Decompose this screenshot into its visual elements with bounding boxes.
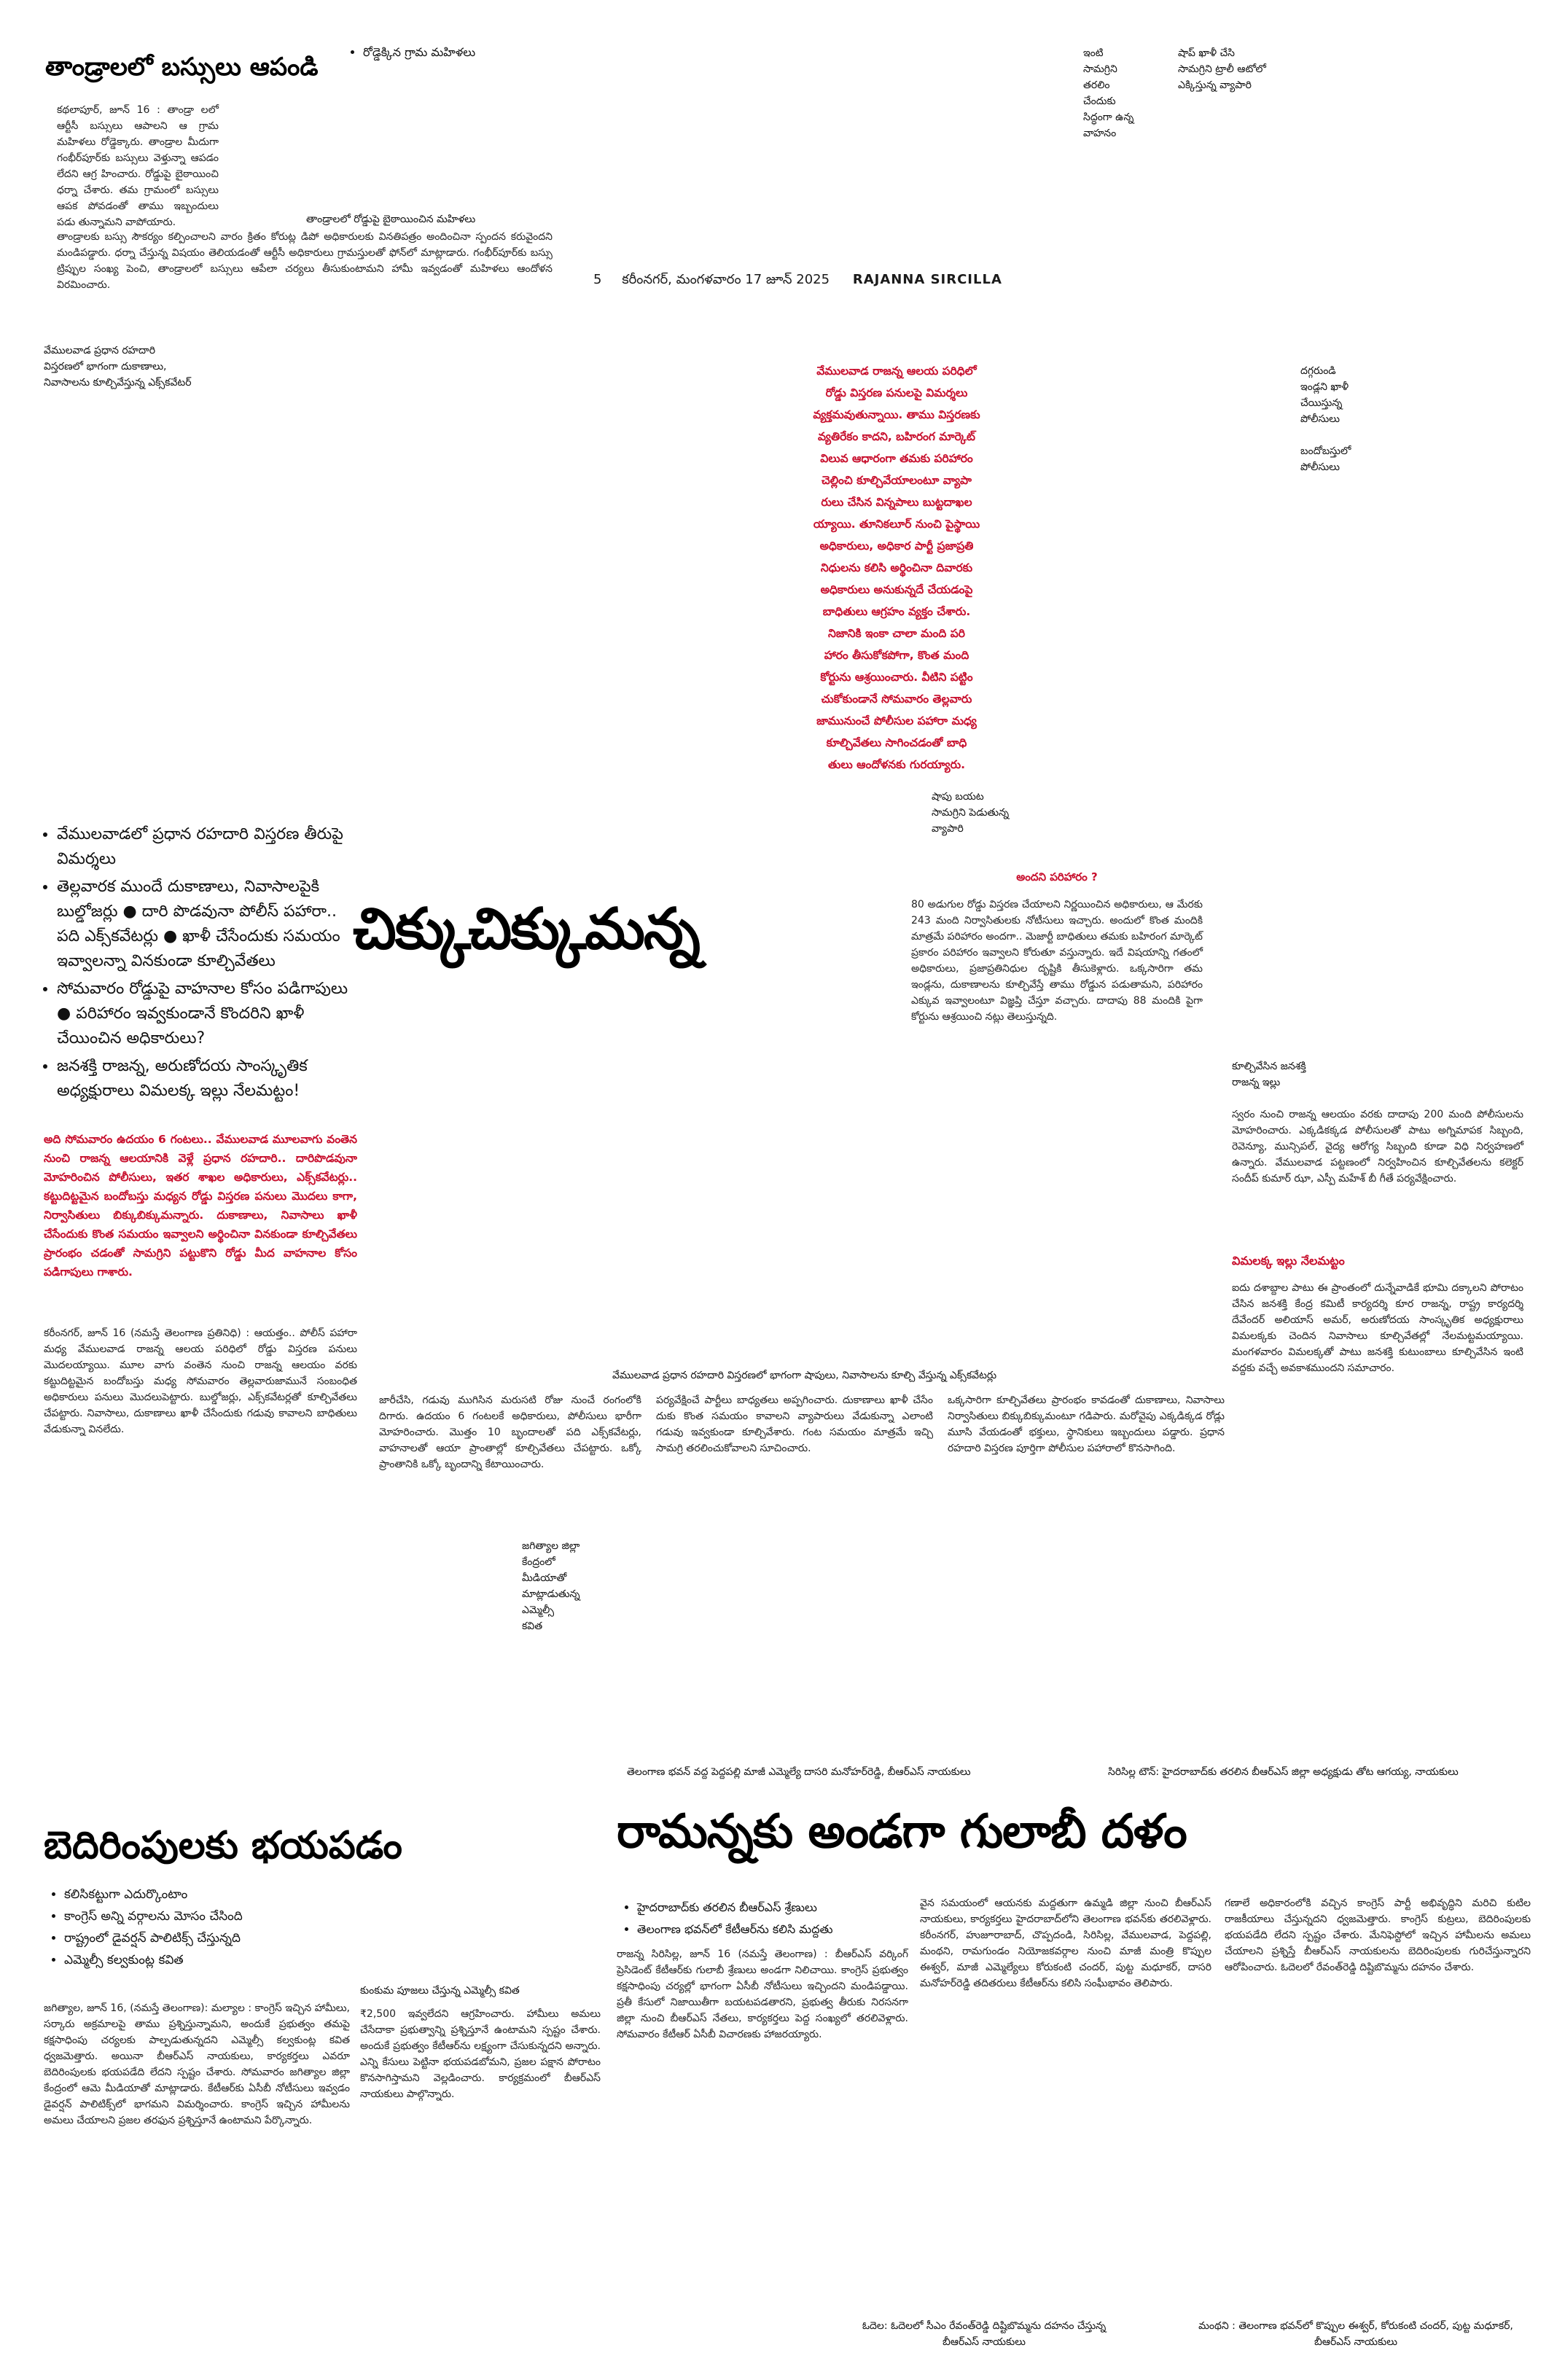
main-bullet-3: • సోమవారం రోడ్డుపై వాహనాల కోసం పడిగాపులు ● పరిహారం ఇవ్వకుండానే కొందరిని ఖాళీ చేయించిన అధికారులు? (57, 977, 350, 1051)
excavators-photo (364, 1079, 1210, 1363)
page-number: 5 (593, 272, 602, 287)
compensation-head: అందని పరిహారం ? (1016, 870, 1098, 883)
police-photo (1021, 313, 1268, 751)
ramanna-col-2: వైన సమయంలో ఆయనకు మద్దతుగా ఉమ్మడి జిల్లా నుంచి బీఆర్‌ఎస్ నాయకులు, కార్యకర్తలు హైదరాబాద్‌లోని తెలంగాణ భవన్‌కు తరలివెళ్లారు. కరీంనగర్, హుజూరాబాద్, చొప్పదండి, సిరిసిల్ల, వేములవాడ, పెద్దపల్లి, మంథని, రామగుండం నియోజకవర్గాల నుంచి మాజీ మంత్రి కొప్పుల ఈశ్వర్, మాజీ ఎమ్మెల్యేలు కోరుకంటి చందర్, పుట్ట మధూకర్, దాసరి మనోహర్‌రెడ్డి తదితరులు కేటీఆర్‌ను కలిసి సంఘీభావం తెలిపారు. (920, 1897, 1211, 1989)
vimalakka-head: విమలక్క ఇల్లు నేలమట్టం (1232, 1254, 1345, 1268)
manthani-caption: మంథని : తెలంగాణ భవన్‌లో కొప్పుల ఈశ్వర్, కోరుకంటి చందర్, పుట్ట మధూకర్, బీఆర్‌ఎస్ నాయకులు (1198, 2320, 1513, 2348)
main-story-red-quote: వేములవాడ రాజన్న ఆలయ పరిధిలో రోడ్డు విస్తరణ పనులపై విమర్శలు వ్యక్తమవుతున్నాయి. తాము విస్తరణకు వ్యతిరేకం కాదని, బహిరంగ మార్కెట్ విలువ ఆధారంగా తమకు పరిహారం చెల్లించి కూల్చివేయాలంటూ వ్యాపా రులు చేసిన విన్నపాలు బుట్టదాఖల య్యాయి. తూనికలూర్ నుంచి పైస్థాయి అధికారులు, అధికార పార్టీ ప్రజాప్రతి నిధులను కలిసి అర్థించినా దివారకు అధికారులు అనుకున్నదే చేయడంపై బాధితులు ఆగ్రహం వ్యక్తం చేశారు. నిజానికి ఇంకా చాలా మంది పరి హారం తీసుకోకపోగా, కొంత మంది కోర్టును ఆశ్రయించారు. వీటిని పట్టిం చుకోకుండానే సోమవారం తెల్లవారు జామునుంచే పోలీసుల పహారా మధ్య కూల్చివేతలు సాగించడంతో బాధి తులు ఆందోళనకు గురయ్యారు. (813, 364, 980, 771)
main-bullet-2: • తెల్లవారక ముందే దుకాణాలు, నివాసాలపైకి బుల్డోజర్లు ● దారి పొడవునా పోలీస్ పహారా.. పది ఎక్స్‌కవేటర్లు ● ఖాళీ చేసేందుకు సమయం ఇవ్వాలన్నా వినకుండా కూల్చివేతలు (57, 875, 350, 974)
main-story-bullets (36, 822, 350, 1107)
odela-photo (920, 2114, 1197, 2311)
kavitha-media-photo (634, 1531, 926, 1728)
shop-emptying-caption: షాప్ ఖాళీ చేసి సామగ్రిని ట్రాలీ ఆటోలో ఎక్కిస్తున్న వ్యాపారి (1178, 47, 1266, 91)
kavitha-story-headline: బెదిరింపులకు భయపడం (44, 1824, 402, 1868)
ramanna-col-3: గణాలే అధికారంలోకి వచ్చిన కాంగ్రెస్ పార్టీ అభివృద్ధిని మరిచి కుటిల రాజకీయాలు చేస్తున్నదని ధ్వజమెత్తారు. కాంగ్రెస్ కుట్రలు, బెదిరింపులకు భయపడేది లేదని స్పష్టం చేశారు. మేనిఫెస్టోలో ఇచ్చిన హామీలను అమలు చేయాలని ప్రశ్నిస్తే బీఆర్‌ఎస్ నాయకులను బెదిరింపులకు గురిచేస్తున్నారని ఆరోపించారు. ఓదెలలో రేవంత్‌రెడ్డి దిష్టిబొమ్మను దహనం చేశారు. (1225, 1897, 1531, 1973)
odela-caption: ఓదెల: ఓదెలలో సీఎం రేవంత్‌రెడ్డి దిష్టిబొమ్మను దహనం చేస్తున్న బీఆర్‌ఎస్ నాయకులు (862, 2320, 1107, 2348)
sircilla-photo-caption: సిరిసిల్ల టౌన్: హైదరాబాద్‌కు తరలిన బీఆర్‌ఎస్ జిల్లా అధ్యక్షుడు తోట ఆగయ్య, నాయకులు (1108, 1766, 1459, 1778)
kavitha-story-body: జగిత్యాల, జూన్ 16, (నమస్తే తెలంగాణ): మల్యాల : కాంగ్రెస్ ఇచ్చిన హామీలు, సర్కారు అక్రమాలపై తాము ప్రశ్నిస్తున్నామని, అందుకే ప్రభుత్వం తమపై కక్షసాధింపు చర్యలకు పాల్పడుతున్నదని ఎమ్మెల్సీ కల్వకుంట్ల కవిత ధ్వజమెత్తారు. అయినా బీఆర్‌ఎస్ నాయకులు, కార్యకర్తలు ఎవరూ బెదిరింపులకు భయపడేది లేదని స్పష్టం చేశారు. సోమవారం జగిత్యాల జిల్లా కేంద్రంలో ఆమె మీడియాతో మాట్లాడారు. కేటీఆర్‌కు ఏసీబీ నోటీసులు ఇవ్వడం డైవర్షన్ పాలిటిక్స్‌లో భాగమని విమర్శించారు. కాంగ్రెస్ ఇచ్చిన హామీలను అమలు చేయాలని ప్రజల తరఫున ప్రశ్నిస్తూనే ఉంటామని పేర్కొన్నారు. (44, 2002, 350, 2126)
kavitha-inline-photo (408, 1885, 605, 1980)
home-goods-caption: ఇంటి సామగ్రిని తరలిం చేందుకు సిద్ధంగా ఉన్న వాహనం (1083, 47, 1134, 139)
main-story-red-lead: అది సోమవారం ఉదయం 6 గంటలు.. వేములవాడ మూలవాగు వంతెన నుంచి రాజన్న ఆలయానికి వెళ్లే ప్రధాన రహదారి.. దారిపొడవునా మోహరించిన పోలీసులు, ఇతర శాఖల అధికారులు, ఎక్స్‌కవేటర్లు.. కట్టుదిట్టమైన బందోబస్తు మధ్యన రోడ్డు విస్తరణ పనులు మొదలు కాగా, నిర్వాసితులు బిక్కుబిక్కుమన్నారు. దుకాణాలు, నివాసాలు ఖాళీ చేసేందుకు కొంత సమయం ఇవ్వాలని అర్థించినా వినకుండా కూల్చివేతలు ప్రారంభం చడంతో సామగ్రిని పట్టుకొని రోడ్డు మీద వాహనాల కోసం పడిగాపులు గాశారు. (44, 1133, 357, 1279)
top-story-bullet-block (343, 44, 561, 64)
vimalakka-lead: స్వరం నుంచి రాజన్న ఆలయం వరకు దాదాపు 200 మంది పోలీసులను మోహరించారు. ఎక్కడికక్కడ పోలీసులతో పాటు అగ్నిమాపక సిబ్బంది, రెవెన్యూ, మున్సిపల్, వైద్య ఆరోగ్య సిబ్బంది కూడా విధి నిర్వహణలో ఉన్నారు. వేములవాడ పట్టణంలో నిర్వహించిన కూల్చివేతలను కలెక్టర్ సందీప్ కుమార్ ఝా, ఎస్పీ మహేశ్ బీ గీతే పర్యవేక్షించారు. (1232, 1109, 1523, 1185)
top-story-body: కథలాపూర్, జూన్ 16 : తాండ్రా లలో ఆర్టీసీ బస్సులు ఆపాలని ఆ గ్రామ మహిళలు రోడ్డెక్కారు. తాండ్రాల మీదుగా గంభీర్‌పూర్‌కు బస్సులు వెళ్తున్నా ఆపడం లేదని ఆగ్ర హించారు. రోడ్డుపై బైఠాయించి ధర్నా చేశారు. తమ గ్రామంలో బస్సులు ఆపక పోవడంతో తాము ఇబ్బందులు పడు తున్నామని వాపోయారు. (57, 104, 219, 228)
top-story-headline: తాండ్రాలలో బస్సులు ఆపండి (45, 52, 319, 82)
main-bullet-1: • వేములవాడలో ప్రధాన రహదారి విస్తరణ తీరుపై విమర్శలు (57, 822, 350, 872)
top-story-body-wide: తాండ్రాలకు బస్సు సౌకర్యం కల్పించాలని వారం క్రితం కోరుట్ల డిపో అధికారులకు వినతిపత్రం అందించినా స్పందన కరువైందని మండిపడ్డారు. ధర్నా చేస్తున్న విషయం తెలియడంతో ఆర్టీసీ అధికారులు గ్రామస్తులతో ఫోన్‌లో మాట్లాడారు. గంభీర్‌పూర్‌కు బస్సు ట్రిప్పుల సంఖ్య పెంచి, తాండ్రాలలో బస్సులు ఆపేలా చర్యలు తీసుకుంటామని హామీ ఇవ్వడంతో మహిళలు ఆందోళన విరమించారు. (57, 231, 553, 291)
ramanna-bullet-2: • తెలంగాణ భవన్‌లో కేటీఆర్‌ను కలిసి మద్దతు (637, 1920, 923, 1939)
home-goods-photo (860, 29, 1064, 248)
kavitha-top-photo (44, 1749, 598, 1815)
top-story-headline-block (45, 51, 359, 83)
kavitha-bullet-4: • ఎమ్మెల్సీ కల్వకుంట్ల కవిత (64, 1951, 481, 1970)
kavitha-media-caption: జగిత్యాల జిల్లా కేంద్రంలో మీడియాతో మాట్లాడుతున్న ఎమ్మెల్సీ కవిత (522, 1540, 580, 1632)
vimalakka-body: ఐదు దశాబ్దాల పాటు ఈ ప్రాంతంలో దున్నేవాడికే భూమి దక్కాలని పోరాటం చేసిన జనశక్తి కేంద్ర కమిటీ కార్యదర్శి కూర రాజన్న, రాష్ట్ర కార్యదర్శి దేవేందర్ అలియాస్ అమర్, అరుణోదయ సాంస్కృతిక అధ్యక్షురాలు విమలక్కకు చెందిన నివాసాలు కూల్చివేతల్లో నేలమట్టమయ్యాయి. మంగళవారం విమలక్కతో పాటు జనశక్తి కుటుంబాలు కూల్చివేసిన ఇంటి వద్దకు వచ్చే అవకాశముందని సమాచారం. (1232, 1282, 1523, 1374)
main-story-headline: చిక్కుచిక్కుమన్న (353, 897, 699, 962)
top-story-photo-caption: తాండ్రాలలో రోడ్డుపై బైఠాయించిన మహిళలు (306, 214, 476, 225)
kavitha-story-body-2: ₹2,500 ఇవ్వలేదని ఆగ్రహించారు. హామీలు అమలు చేసేదాకా ప్రభుత్వాన్ని ప్రశ్నిస్తూనే ఉంటామని స్పష్టం చేశారు. అందుకే ప్రభుత్వం కేటీఆర్‌ను లక్ష్యంగా చేసుకున్నదని అన్నారు. ఎన్ని కేసులు పెట్టినా భయపడబోమని, ప్రజల పక్షాన పోరాటం కొనసాగిస్తామని వెల్లడించారు. కార్యక్రమంలో బీఆర్‌ఎస్ నాయకులు పాల్గొన్నారు. (360, 2008, 601, 2100)
ramanna-bullet-1: • హైదరాబాద్‌కు తరలిన బీఆర్‌ఎస్ శ్రేణులు (637, 1898, 923, 1917)
main-road-photo (44, 408, 758, 787)
main-story-col-1: కరీంనగర్, జూన్ 16 (నమస్తే తెలంగాణ ప్రతినిధి) : ఆయత్తం.. పోలీస్ పహారా మధ్య వేములవాడ రాజన్న ఆలయ పరిధిలో రోడ్డు విస్తరణ పనులు మొదలయ్యాయి. మూల వాగు వంతెన నుంచి రాజన్న ఆలయం వరకు కట్టుదిట్టమైన బందోబస్తు మధ్య సోమవారం తెల్లవారుజామునే సంబంధిత అధికారులు పనులు మొదలుపెట్టారు. బుల్డోజర్లు, ఎక్స్‌కవేటర్లతో కూల్చివేతలు చేపట్టారు. నివాసాలు, దుకాణాలు ఖాళీ చేసేందుకు గడువు కావాలని బాధితులు వేడుకున్నా వినలేదు. (44, 1327, 357, 1435)
main-story-col-3: పర్యవేక్షించే పార్టీలు బాధ్యతలు అప్పగించారు. దుకాణాలు ఖాళీ చేసేం దుకు కొంత సమయం కావాలని వ్యాపారులు వేడుకున్నా ఎలాంటి గడువు ఇవ్వకుండా కూల్చివేశారు. గంట సమయం మాత్రమే ఇచ్చి సామగ్రి తరలించుకోవాలని సూచించారు. (656, 1394, 933, 1454)
house-demolished-photo (1211, 773, 1532, 1050)
ramanna-col-1: రాజన్న సిరిసిల్ల, జూన్ 16 (నమస్తే తెలంగాణ) : బీఆర్‌ఎస్ వర్కింగ్ ప్రెసిడెంట్ కేటీఆర్‌కు గులాబీ శ్రేణులు అండగా నిలిచాయి. కాంగ్రెస్ ప్రభుత్వం కక్షసాధింపు చర్యల్లో భాగంగా ఏసీబీ నోటీసులు ఇచ్చిందని మండిపడ్డాయి. ప్రతీ కేసులో నిజాయితీగా బయటపడతారని, ప్రభుత్వ తీరుకు నిరసనగా జిల్లా నుంచి బీఆర్‌ఎస్ నేతలు, కార్యకర్తలు పెద్ద సంఖ్యలో తరలివెళ్లారు. సోమవారం కేటీఆర్ ఏసీబీ విచారణకు హాజరయ్యారు. (617, 1948, 908, 2040)
edition-name: RAJANNA SIRCILLA (852, 272, 1002, 287)
top-story-bullet: • రోడ్డెక్కిన గ్రామ మహిళలు (363, 44, 561, 61)
kavitha-subhead: కుంకుమ పూజలు చేస్తున్న ఎమ్మెల్సీ కవిత (360, 1985, 520, 1997)
kavitha-bullet-2: • కాంగ్రెస్ అన్ని వర్గాలను మోసం చేసింది (64, 1907, 481, 1926)
shop-emptying-photo (1356, 29, 1531, 248)
shop-outside-caption: షాపు బయట సామగ్రిని పెడుతున్న వ్యాపారి (932, 791, 1010, 835)
main-bullet-4: • జనశక్తి రాజన్న, అరుణోదయ సాంస్కృతిక అధ్యక్షురాలు విమలక్క ఇల్లు నేలమట్టం! (57, 1054, 350, 1104)
ramanna-story-headline: రామన్నకు అండగా గులాబీ దళం (617, 1805, 1187, 1859)
excavators-caption: వేములవాడ ప్రధాన రహదారి విస్తరణలో భాగంగా షాపులు, నివాసాలను కూల్చి వేస్తున్న ఎక్స్‌కవేటర్లు (612, 1370, 997, 1381)
masthead (593, 271, 1322, 289)
top-story-photo (232, 102, 538, 204)
compensation-body: 80 అడుగుల రోడ్డు విస్తరణ చేయాలని నిర్ణయించిన అధికారులు, ఆ మేరకు 243 మంది నిర్వాసితులకు నోటీసులు ఇచ్చారు. అందులో కొంత మందికి మాత్రమే పరిహారం అందగా.. మెజార్టీ బాధితులు తమకు బహిరంగ మార్కెట్ ప్రకారం పరిహారం ఇవ్వాలని కోరుతూ వస్తున్నారు. ఇదే విషయాన్ని గతంలో అధికారులు, ప్రజాప్రతినిధుల దృష్టికి తీసుకెళ్లారు. ఒక్కసారిగా తమ ఇండ్లను, దుకాణాలను కూల్చివేస్తే తాము రోడ్డున పడుతామని, పరిహారం ఎక్కువ ఇవ్వాలంటూ విజ్ఞప్తి చేస్తూ వచ్చారు. దాదాపు 88 మందికి పైగా కోర్టును ఆశ్రయించి నట్లు తెలుస్తున్నది. (911, 899, 1203, 1023)
house-demolished-caption: కూల్చివేసిన జనశక్తి రాజన్న ఇల్లు (1232, 1061, 1306, 1088)
dateline: కరీంనగర్, మంగళవారం 17 జూన్ 2025 (622, 272, 830, 287)
ramanna-story-bullets (617, 1898, 923, 1942)
kavitha-bullet-3: • రాష్ట్రంలో డైవర్షన్ పాలిటిక్స్ చేస్తున్నది (64, 1929, 481, 1948)
manthani-photo (1210, 2114, 1531, 2311)
main-story-col-4: ఒక్కసారిగా కూల్చివేతలు ప్రారంభం కావడంతో దుకాణాలు, నివాసాలు నిర్వాసితులు బిక్కుబిక్కుమంటూ గడిపారు. మరోవైపు ఎక్కడిక్కడ రోడ్లు మూసి వేయడంతో భక్తులు, స్థానికులు ఇబ్బందులు పడ్డారు. ప్రధాన రహదారి విస్తరణ పూర్తిగా పోలీసుల పహారాలో కొనసాగింది. (948, 1394, 1225, 1454)
main-story-col-2: జారీచేసి, గడువు ముగిసిన మరుసటి రోజు నుంచే రంగంలోకి దిగారు. ఉదయం 6 గంటలకే అధికారులు, పోలీసులు భారీగా మోహరించారు. మొత్తం 10 బృందాలతో పది ఎక్స్‌కవేటర్లు, వాహనాలతో ఆయా ప్రాంతాల్లో కూల్చివేతలు చేపట్టారు. ఒక్కో ప్రాంతానికి ఒక్కో బృందాన్ని కేటాయించారు. (379, 1394, 641, 1470)
police-caption: దగ్గరుండి ఇండ్లని ఖాళీ చేయిస్తున్న పోలీసులు బందోబస్తులో పోలీసులు (1300, 365, 1351, 473)
main-road-caption: వేములవాడ ప్రధాన రహదారి విస్తరణలో భాగంగా దుకాణాలు, నివాసాలను కూల్చివేస్తున్న ఎక్స్‌కవేటర్ (44, 345, 192, 389)
ramanna-photo-caption: తెలంగాణ భవన్ వద్ద పెద్దపల్లి మాజీ ఎమ్మెల్యే దాసరి మనోహర్‌రెడ్డి, బీఆర్‌ఎస్ నాయకులు (627, 1766, 971, 1778)
kavitha-bullet-1: • కలిసికట్టుగా ఎదుర్కొంటాం (64, 1885, 481, 1904)
